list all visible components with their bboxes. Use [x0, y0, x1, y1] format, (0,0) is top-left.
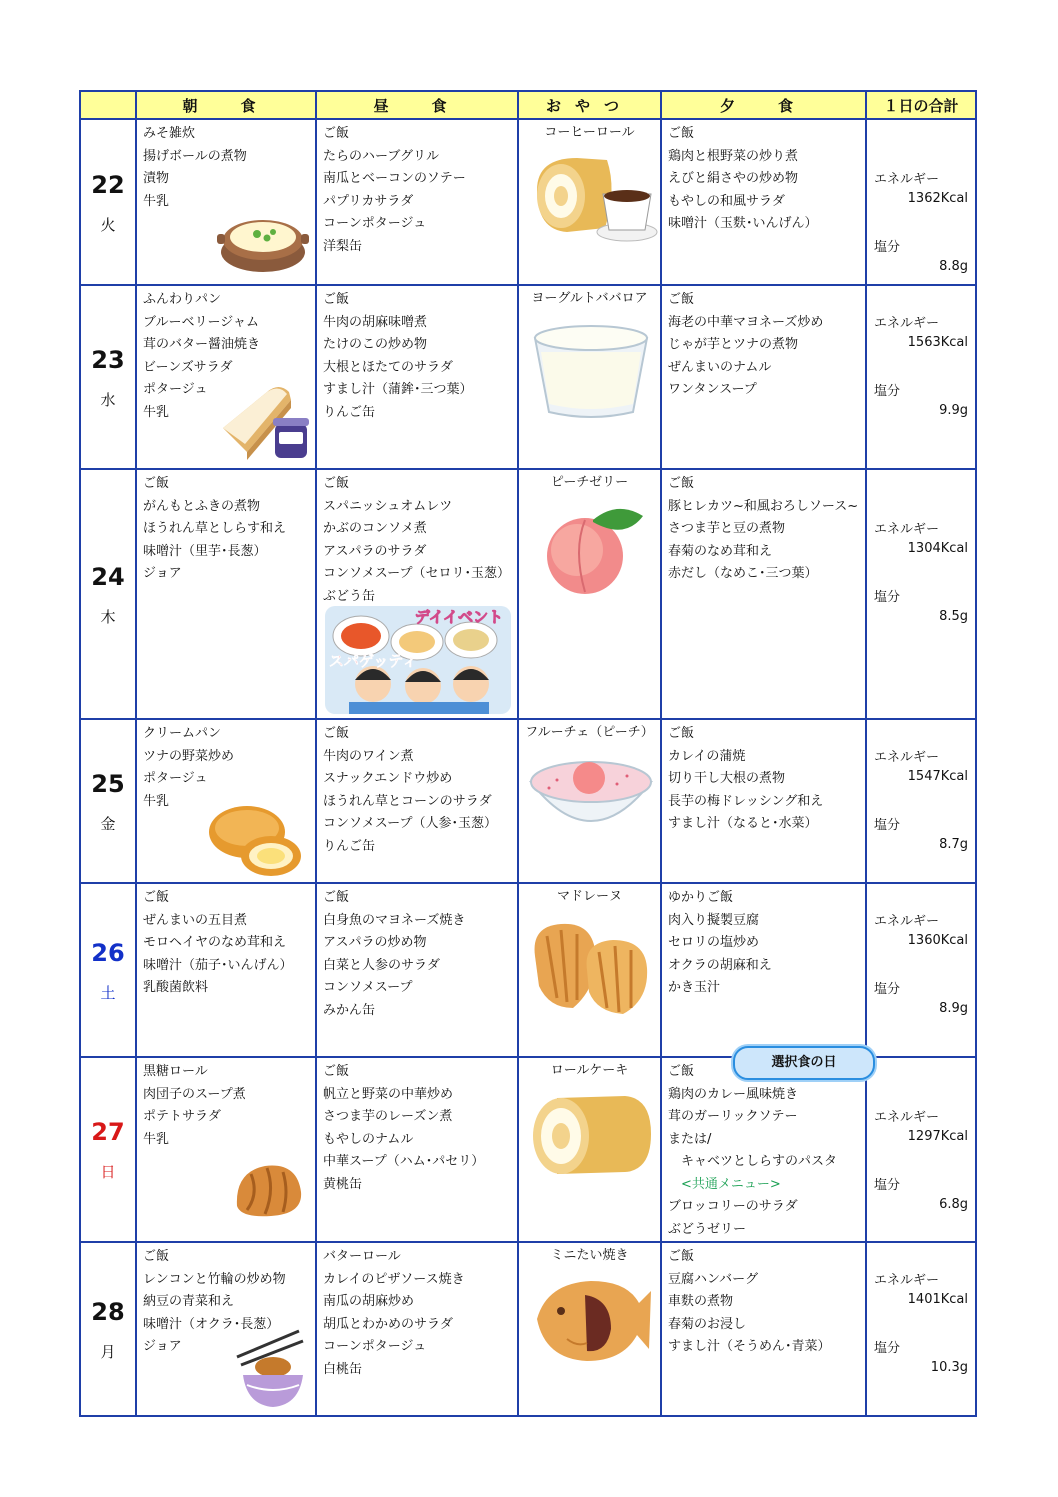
menu-item: 肉団子のスープ煮: [143, 1086, 246, 1102]
energy-label: エネルギー: [874, 172, 940, 187]
energy-value: 1362Kcal: [907, 191, 968, 206]
day-of-week: 火: [100, 215, 116, 234]
menu-item: コーンポタージュ: [323, 216, 427, 231]
menu-item: セロリの塩炒め: [668, 935, 760, 950]
salt-label: 塩分: [874, 240, 901, 255]
menu-item: みかん缶: [323, 1002, 376, 1018]
snack-cell: [518, 719, 661, 883]
salt-value: 9.9g: [939, 403, 968, 418]
menu-item: ご飯: [143, 476, 170, 491]
menu-item: ご飯: [323, 292, 350, 307]
menu-item: ご飯: [668, 1249, 695, 1264]
menu-item: クリームパン: [143, 726, 222, 741]
menu-item: 味噌汁（里芋･長葱）: [143, 543, 267, 559]
toast-with-jam-icon: [217, 378, 311, 462]
menu-item: または/: [668, 1131, 712, 1147]
snack-cell: [518, 469, 661, 719]
menu-item: ほうれん草とコーンのサラダ: [323, 793, 492, 809]
day-cell: [80, 469, 136, 719]
total-cell: [866, 719, 976, 883]
lunch-cell: [316, 1242, 518, 1416]
snack-name: ヨーグルトババロア: [531, 291, 648, 306]
menu-item: ご飯: [668, 292, 695, 307]
weekly-menu-table: [79, 90, 977, 1417]
menu-item: スナックエンドウ炒め: [323, 771, 453, 786]
menu-item: コンソメスープ（セロリ･玉葱）: [323, 566, 510, 581]
menu-item: ご飯: [323, 126, 350, 141]
snack-name: ピーチゼリー: [550, 475, 629, 490]
menu-item: すまし汁（なると･水菜）: [668, 816, 818, 831]
energy-value: 1304Kcal: [907, 541, 968, 556]
menu-item: 春菊のお浸し: [668, 1316, 747, 1332]
menu-item: ぜんまいの五目煮: [143, 912, 248, 928]
menu-item: えびと絹さやの炒め物: [668, 171, 799, 186]
menu-item: ご飯: [668, 726, 695, 741]
menu-item: 牛乳: [143, 793, 170, 809]
menu-item: 黄桃缶: [323, 1176, 363, 1192]
menu-item: ご飯: [323, 726, 350, 741]
menu-item: 白菜と人参のサラダ: [323, 957, 440, 973]
menu-item: 牛乳: [143, 404, 170, 420]
day-number: 28: [91, 1297, 125, 1326]
menu-item: すまし汁（蒲鉾･三つ葉）: [323, 382, 473, 397]
header-lunch: 昼 食: [316, 91, 518, 119]
header-day: [80, 91, 136, 119]
lunch-cell: [316, 119, 518, 285]
menu-item: 切り干し大根の煮物: [668, 771, 786, 786]
day-cell: [80, 119, 136, 285]
menu-item: 牛肉の胡麻味噌煮: [323, 314, 428, 330]
menu-item: パプリカサラダ: [323, 193, 414, 209]
menu-item: 茸のバター醤油焼き: [143, 337, 261, 352]
menu-item: 黒糖ロール: [143, 1064, 208, 1079]
snack-cell: [518, 119, 661, 285]
day-row-28: [80, 1242, 976, 1416]
lunch-cell: [316, 1057, 518, 1242]
day-number: 26: [91, 938, 125, 967]
roll-cake-icon: [527, 1088, 655, 1180]
day-cell: [80, 1242, 136, 1416]
menu-item: ジョア: [143, 1339, 182, 1354]
menu-item: 味噌汁（茄子･いんげん）: [143, 957, 293, 973]
salt-label: 塩分: [874, 590, 901, 605]
menu-item: りんご缶: [323, 838, 376, 854]
coffee-roll-cake-icon: [527, 150, 659, 244]
menu-item: ジョア: [143, 566, 182, 581]
menu-item: がんもとふきの煮物: [143, 498, 261, 514]
salt-value: 8.7g: [939, 837, 968, 852]
menu-item: 赤だし（なめこ･三つ葉）: [668, 566, 818, 581]
menu-item: 中華スープ（ハム･パセリ）: [323, 1154, 485, 1169]
salt-value: 6.8g: [939, 1197, 968, 1212]
menu-item: ゆかりご飯: [668, 890, 734, 905]
snack-name: ミニたい焼き: [550, 1248, 629, 1263]
menu-item: ブロッコリーのサラダ: [668, 1199, 798, 1214]
salt-label: 塩分: [874, 1178, 901, 1193]
dinner-cell: [661, 1242, 866, 1416]
total-cell: [866, 469, 976, 719]
salt-label: 塩分: [874, 818, 901, 833]
lunch-cell: [316, 285, 518, 469]
menu-item: ブルーベリージャム: [143, 314, 259, 330]
breakfast-cell: [136, 1057, 316, 1242]
peach-icon: [533, 500, 649, 596]
menu-item: 白桃缶: [323, 1361, 363, 1377]
day-cell: [80, 883, 136, 1057]
menu-item: 春菊のなめ茸和え: [668, 543, 773, 559]
menu-item: たらのハーブグリル: [323, 148, 439, 164]
cream-bun-icon: [207, 798, 307, 878]
energy-label: エネルギー: [874, 1110, 940, 1125]
fruit-pudding-bowl-icon: [527, 748, 655, 844]
menu-item: ふんわりパン: [143, 292, 222, 307]
salt-label: 塩分: [874, 1341, 901, 1356]
snack-name: マドレーヌ: [556, 889, 622, 904]
menu-item: すまし汁（そうめん･青菜）: [668, 1339, 831, 1354]
menu-item: 胡瓜とわかめのサラダ: [323, 1316, 453, 1332]
menu-item: 鶏肉のカレー風味焼き: [668, 1086, 799, 1102]
snack-name: コーヒーロール: [544, 125, 635, 140]
day-of-week: 木: [100, 607, 116, 626]
menu-item: ぶどうゼリー: [668, 1221, 747, 1237]
day-number: 25: [91, 769, 125, 798]
lunch-cell: [316, 719, 518, 883]
menu-item: もやしのナムル: [323, 1131, 414, 1147]
menu-item: オクラの胡麻和え: [668, 957, 772, 973]
salt-label: 塩分: [874, 982, 901, 997]
day-row-26: [80, 883, 976, 1057]
energy-label: エネルギー: [874, 914, 940, 929]
menu-item: たけのこの炒め物: [323, 337, 428, 352]
salt-roll-bread-icon: [231, 1158, 305, 1220]
energy-label: エネルギー: [874, 1273, 940, 1288]
day-row-25: [80, 719, 976, 883]
menu-item: ご飯: [323, 890, 350, 905]
menu-item: さつま芋のレーズン煮: [323, 1109, 453, 1124]
dinner-cell: [661, 883, 866, 1057]
lunch-cell: [316, 883, 518, 1057]
menu-item: 大根とほたてのサラダ: [323, 359, 453, 375]
menu-item: カレイの蒲焼: [668, 748, 746, 764]
day-row-27: [80, 1057, 976, 1242]
menu-item: 豚ヒレカツ~和風おろしソース~: [668, 498, 859, 514]
day-row-24: [80, 469, 976, 719]
day-cell: [80, 1057, 136, 1242]
energy-value: 1360Kcal: [907, 933, 968, 948]
spaghetti-event-banner: [325, 606, 511, 714]
menu-item: さつま芋と豆の煮物: [668, 521, 786, 536]
menu-item: アスパラのサラダ: [323, 543, 427, 559]
snack-cell: [518, 1057, 661, 1242]
menu-item: ツナの野菜炒め: [143, 748, 235, 764]
energy-label: エネルギー: [874, 316, 940, 331]
menu-item: 揚げボールの煮物: [143, 148, 247, 164]
energy-value: 1297Kcal: [907, 1129, 968, 1144]
breakfast-cell: [136, 1242, 316, 1416]
menu-item: りんご缶: [323, 404, 376, 420]
menu-item: 味噌汁（玉麩･いんげん）: [668, 216, 818, 231]
menu-item: 鶏肉と根野菜の炒り煮: [668, 148, 799, 164]
menu-item: モロヘイヤのなめ茸和え: [143, 935, 287, 950]
snack-cell: [518, 1242, 661, 1416]
menu-item: キャベツとしらすのパスタ: [668, 1154, 838, 1169]
menu-item: コンソメスープ（人参･玉葱）: [323, 816, 497, 831]
madeleine-icon: [527, 916, 655, 1020]
energy-value: 1563Kcal: [907, 335, 968, 350]
menu-item: ほうれん草としらす和え: [143, 521, 287, 536]
yogurt-bavarois-icon: [529, 318, 653, 422]
salt-value: 8.9g: [939, 1001, 968, 1016]
day-cell: [80, 285, 136, 469]
menu-item: 帆立と野菜の中華炒め: [323, 1086, 454, 1102]
menu-item: 洋梨缶: [323, 238, 363, 254]
menu-item: かき玉汁: [668, 980, 721, 995]
menu-item: コーンポタージュ: [323, 1339, 427, 1354]
header-snack: おやつ: [518, 91, 661, 119]
menu-item: ワンタンスープ: [668, 382, 757, 397]
dinner-cell: [661, 1057, 866, 1242]
total-cell: [866, 1057, 976, 1242]
menu-item: 納豆の青菜和え: [143, 1294, 235, 1309]
event-subtitle: スパゲッティ: [329, 652, 418, 670]
header-breakfast: 朝 食: [136, 91, 316, 119]
snack-name: フルーチェ（ピーチ）: [525, 725, 654, 740]
energy-label: エネルギー: [874, 522, 940, 537]
day-row-23: [80, 285, 976, 469]
day-number: 24: [91, 562, 125, 591]
day-of-week: 金: [100, 814, 116, 833]
day-row-22: [80, 119, 976, 285]
total-cell: [866, 285, 976, 469]
menu-item: ご飯: [323, 476, 350, 491]
menu-item: スパニッシュオムレツ: [323, 498, 453, 514]
menu-item: 肉入り擬製豆腐: [668, 912, 760, 928]
menu-item: カレイのピザソース焼き: [323, 1271, 465, 1287]
menu-item: ご飯: [668, 1064, 695, 1079]
menu-item: 長芋の梅ドレッシング和え: [668, 793, 824, 809]
menu-item: ご飯: [143, 890, 170, 905]
menu-item: 牛乳: [143, 193, 170, 209]
salt-value: 10.3g: [930, 1360, 968, 1375]
menu-item: 味噌汁（オクラ･長葱）: [143, 1316, 280, 1332]
header-row: [80, 91, 976, 119]
selection-meal-badge: 選択食の日: [733, 1046, 875, 1080]
energy-value: 1547Kcal: [907, 769, 968, 784]
snack-cell: [518, 285, 661, 469]
rice-porridge-pot-icon: [217, 204, 309, 274]
menu-item: ぶどう缶: [323, 588, 376, 604]
total-cell: [866, 119, 976, 285]
day-of-week: 水: [100, 390, 116, 409]
salt-label: 塩分: [874, 384, 901, 399]
menu-item: みそ雑炊: [143, 126, 196, 141]
menu-item: 乳酸菌飲料: [143, 980, 209, 995]
energy-value: 1401Kcal: [907, 1292, 968, 1307]
day-of-week: 土: [100, 983, 116, 1002]
menu-item: 牛肉のワイン煮: [323, 748, 414, 764]
breakfast-cell: [136, 285, 316, 469]
menu-item: バターロール: [323, 1249, 401, 1264]
common-menu-label: <共通メニュー>: [668, 1176, 781, 1192]
day-number: 23: [91, 345, 125, 374]
menu-item: 豆腐ハンバーグ: [668, 1271, 759, 1287]
menu-item: アスパラの炒め物: [323, 935, 427, 950]
salt-value: 8.8g: [939, 259, 968, 274]
menu-item: 牛乳: [143, 1131, 170, 1147]
menu-item: 茸のガーリックソテー: [668, 1109, 798, 1124]
total-cell: [866, 1242, 976, 1416]
menu-item: ポタージュ: [143, 382, 208, 397]
menu-item: 漬物: [143, 171, 170, 186]
salt-value: 8.5g: [939, 609, 968, 624]
taiyaki-icon: [527, 1269, 655, 1369]
menu-item: ご飯: [143, 1249, 170, 1264]
menu-item: ぜんまいのナムル: [668, 359, 772, 375]
event-title: デイイベント: [414, 608, 503, 626]
menu-item: 南瓜とベーコンのソテー: [323, 171, 466, 186]
breakfast-cell: [136, 719, 316, 883]
menu-item: 白身魚のマヨネーズ焼き: [323, 912, 466, 928]
day-of-week: 日: [100, 1163, 116, 1181]
total-cell: [866, 883, 976, 1057]
menu-item: 車麩の煮物: [668, 1294, 734, 1309]
snack-name: ロールケーキ: [550, 1063, 629, 1078]
day-cell: [80, 719, 136, 883]
dinner-cell: [661, 469, 866, 719]
menu-item: ポテトサラダ: [143, 1109, 221, 1124]
header-dinner: 夕 食: [661, 91, 866, 119]
dinner-cell: [661, 719, 866, 883]
breakfast-cell: [136, 883, 316, 1057]
menu-item: ポタージュ: [143, 771, 208, 786]
menu-item: 南瓜の胡麻炒め: [323, 1294, 415, 1309]
menu-item: ご飯: [323, 1064, 350, 1079]
lunch-cell: [316, 469, 518, 719]
menu-item: コンソメスープ: [323, 980, 413, 995]
natto-bowl-icon: [233, 1325, 311, 1411]
breakfast-cell: [136, 469, 316, 719]
menu-item: ご飯: [668, 126, 695, 141]
menu-item: かぶのコンソメ煮: [323, 521, 427, 536]
day-number: 22: [91, 170, 125, 199]
menu-item: ご飯: [668, 476, 695, 491]
energy-label: エネルギー: [874, 750, 940, 765]
dinner-cell: [661, 119, 866, 285]
menu-item: ビーンズサラダ: [143, 359, 233, 375]
day-number: 27: [91, 1118, 125, 1146]
day-of-week: 月: [100, 1342, 116, 1361]
snack-cell: [518, 883, 661, 1057]
menu-item: レンコンと竹輪の炒め物: [143, 1271, 286, 1287]
menu-item: もやしの和風サラダ: [668, 193, 785, 209]
header-total: １日の合計: [866, 91, 976, 119]
menu-item: 海老の中華マヨネーズ炒め: [668, 314, 824, 330]
dinner-cell: [661, 285, 866, 469]
menu-item: じゃが芋とツナの煮物: [668, 337, 799, 352]
breakfast-cell: [136, 119, 316, 285]
